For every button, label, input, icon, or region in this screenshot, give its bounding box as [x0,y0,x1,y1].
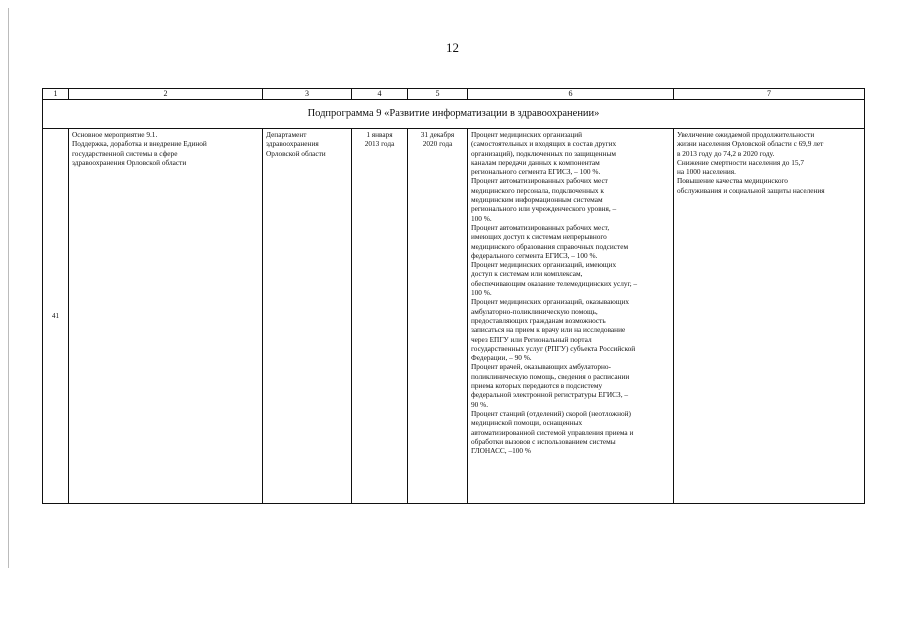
executor-line: Орловской области [266,148,326,158]
indicator-line: федеральной электронной регистратуры ЕГИСЗ, – [471,390,628,400]
measure-line: здравоохранения Орловской области [72,157,187,167]
executor-cell [263,129,352,504]
indicator-line: доступ к системам или комплексам, [471,269,583,279]
measure-line: Поддержка, доработка и внедрение Единой [72,139,207,149]
indicator-line: медицинского персонала, подключенных к [471,185,604,195]
indicator-line: государственных услуг (РПГУ) субъекта Российской [471,343,636,353]
indicator-line: медицинской помощи, оснащенных [471,418,583,428]
measure-cell [69,129,263,504]
result-line: в 2013 году до 74,2 в 2020 году. [677,148,775,158]
indicator-line: поликлиническую помощь, сведения о расписании [471,371,630,381]
indicator-line: амбулаторно-поликлиническую помощь, [471,306,598,316]
end-date-cell [408,129,468,504]
measure-line: государственной системы в сфере [72,148,178,158]
indicator-line: автоматизированной системой управления приема и [471,427,634,437]
program-table [42,88,865,504]
indicator-line: имеющих доступ к системам непрерывного [471,232,607,242]
indicator-line: медицинского образования справочных подсистем [471,241,629,251]
indicators-cell [468,129,674,504]
indicator-line: Процент медицинских организаций [471,130,583,139]
indicator-line: обработки вызовов с использованием системы [471,436,616,446]
start-date-cell [352,129,408,504]
indicator-line: 90 %. [471,399,489,409]
indicator-line: записаться на прием к врачу или на исследование [471,325,626,335]
indicator-line: 100 %. [471,213,492,223]
indicator-line: Процент автоматизированных рабочих мест, [471,222,610,232]
indicator-line: регионального или учрежденческого уровня, – [471,204,617,214]
indicator-line: предоставляющих гражданам возможность [471,315,606,325]
end-date-line: 2020 года [422,139,453,149]
indicator-line: Процент врачей, оказывающих амбулаторно- [471,362,611,372]
column-header: 3 [263,89,352,100]
indicator-line: 100 %. [471,288,492,298]
indicator-line: через ЕПГУ или Региональный портал [471,334,592,344]
indicator-line: ГЛОНАСС, –100 % [471,446,531,456]
indicator-line: Процент автоматизированных рабочих мест [471,176,608,186]
result-line: на 1000 населения. [677,167,736,177]
indicator-line: медицинским информационным системам [471,195,603,205]
page-number: 12 [446,40,459,55]
indicator-line: Процент медицинских организаций, оказывающих [471,297,630,307]
result-line: Повышение качества медицинского [677,176,788,186]
column-header: 6 [468,89,674,100]
indicator-line: приема которых передаются в подсистему [471,381,603,391]
page-margin-rule [8,8,9,568]
executor-line: Департамент [266,130,307,139]
result-line: Увеличение ожидаемой продолжительности [677,130,815,139]
table-row [43,129,865,504]
indicator-line: обеспечивающим оказание телемедицинских услуг, – [471,278,637,288]
result-line: Снижение смертности населения до 15,7 [677,157,804,167]
start-date-line: 1 января [366,130,393,139]
subprogram-row [43,100,865,129]
indicator-line: регионального сегмента ЕГИСЗ, – 100 %. [471,167,601,177]
subprogram-title: Подпрограмма 9 «Развитие информатизации в здравоохранении» [43,100,865,129]
column-header: 5 [408,89,468,100]
column-header: 2 [69,89,263,100]
result-line: жизни населения Орловской области с 69,9 лет [677,139,824,149]
row-number: 41 [43,129,69,504]
end-date-line: 31 декабря [420,130,455,139]
indicator-line: (самостоятельных и входящих в состав других [471,139,617,149]
indicator-line: каналам передачи данных к компонентам [471,157,600,167]
column-number-row [43,89,865,100]
indicator-line: федерального сегмента ЕГИСЗ, – 100 %. [471,250,598,260]
result-line: обслуживания и социальной защиты населения [677,185,825,195]
executor-line: здравоохранения [266,139,319,149]
column-header: 4 [352,89,408,100]
results-cell [674,129,865,504]
indicator-line: Процент медицинских организаций, имеющих [471,260,617,270]
indicator-line: Процент станций (отделений) скорой (неотложной) [471,408,631,418]
indicator-line: Федерации, – 90 %. [471,353,532,363]
column-header: 1 [43,89,69,100]
column-header: 7 [674,89,865,100]
measure-line: Основное мероприятие 9.1. [72,130,158,139]
indicator-line: организаций), подключенных по защищенным [471,148,616,158]
start-date-line: 2013 года [364,139,395,149]
